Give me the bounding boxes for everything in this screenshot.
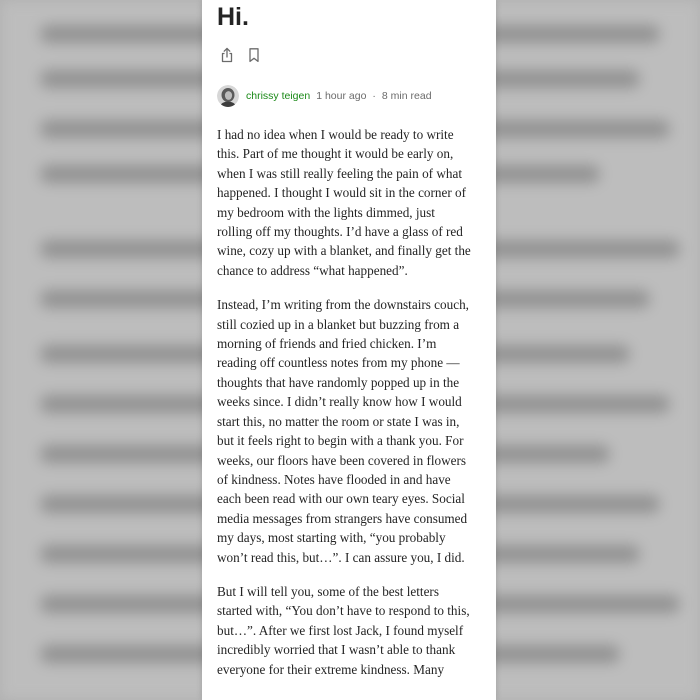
article-page xyxy=(202,0,496,700)
publish-time: 1 hour ago xyxy=(316,90,367,102)
text-line: weeks since. I didn’t really know how I would xyxy=(217,394,462,410)
text-line: but it feels right to begin with a thank you. For xyxy=(217,433,464,449)
article-byline xyxy=(217,85,432,107)
text-line: started with, “You don’t have to respond to this, xyxy=(217,603,470,619)
paragraph-2 xyxy=(217,295,492,567)
text-line: happened. I thought I would sit in the corner of xyxy=(217,185,467,201)
text-line: thoughts that have randomly popped up in the xyxy=(217,374,460,390)
text-line: I had no idea when I would be ready to write xyxy=(217,127,454,142)
text-line: weeks, our floors have been covered in flowers xyxy=(217,452,467,468)
read-time: 8 min read xyxy=(381,90,432,102)
article-title: Hi. xyxy=(217,3,249,31)
text-line: rolling off my thoughts. I’d have a glass of red xyxy=(217,224,463,240)
text-line: each been read with our own teary eyes. Social xyxy=(217,491,465,507)
paragraph-1 xyxy=(217,125,492,280)
text-line: incredibly worried that I wasn’t able to thank xyxy=(217,642,456,658)
text-line: chance to address “what happened”. xyxy=(217,262,408,278)
text-line: when I was still really feeling the pain of what xyxy=(217,165,462,181)
text-line: reading off countless notes from my phone — xyxy=(217,355,460,371)
article-body xyxy=(217,125,492,694)
text-line: media messages from strangers have consumed xyxy=(217,510,468,526)
text-line: morning of friends and fried chicken. I’m xyxy=(217,336,437,352)
text-line: wine, cozy up with a blanket, and finally get the xyxy=(217,243,471,259)
text-line: this. Part of me thought it would be early on, xyxy=(217,146,454,162)
text-line: But I will tell you, some of the best letters xyxy=(217,583,439,599)
text-line: of kindness. Notes have flooded in and have xyxy=(217,471,451,487)
bookmark-icon[interactable] xyxy=(246,47,262,63)
author-avatar[interactable] xyxy=(217,85,239,107)
text-line: everyone for their extreme kindness. Many xyxy=(217,661,445,677)
author-name[interactable]: chrissy teigen xyxy=(246,90,311,102)
text-line: start this, no matter the room or state I was in, xyxy=(217,413,460,429)
meta-separator: · xyxy=(372,90,376,102)
text-line: but…”. After we first lost Jack, I found myself xyxy=(217,622,464,638)
text-line: still cozied up in a blanket but buzzing from a xyxy=(217,316,460,332)
text-line: my days, most starting with, “you probably xyxy=(217,530,446,546)
text-line: Instead, I’m writing from the downstairs couch, xyxy=(217,297,469,313)
share-icon[interactable] xyxy=(219,47,235,63)
paragraph-3 xyxy=(217,582,492,679)
text-line: my bedroom with the lights dimmed, just xyxy=(217,204,435,220)
text-line: won’t read this, but…”. I can assure you, I did. xyxy=(217,549,465,565)
article-actions xyxy=(219,47,262,63)
